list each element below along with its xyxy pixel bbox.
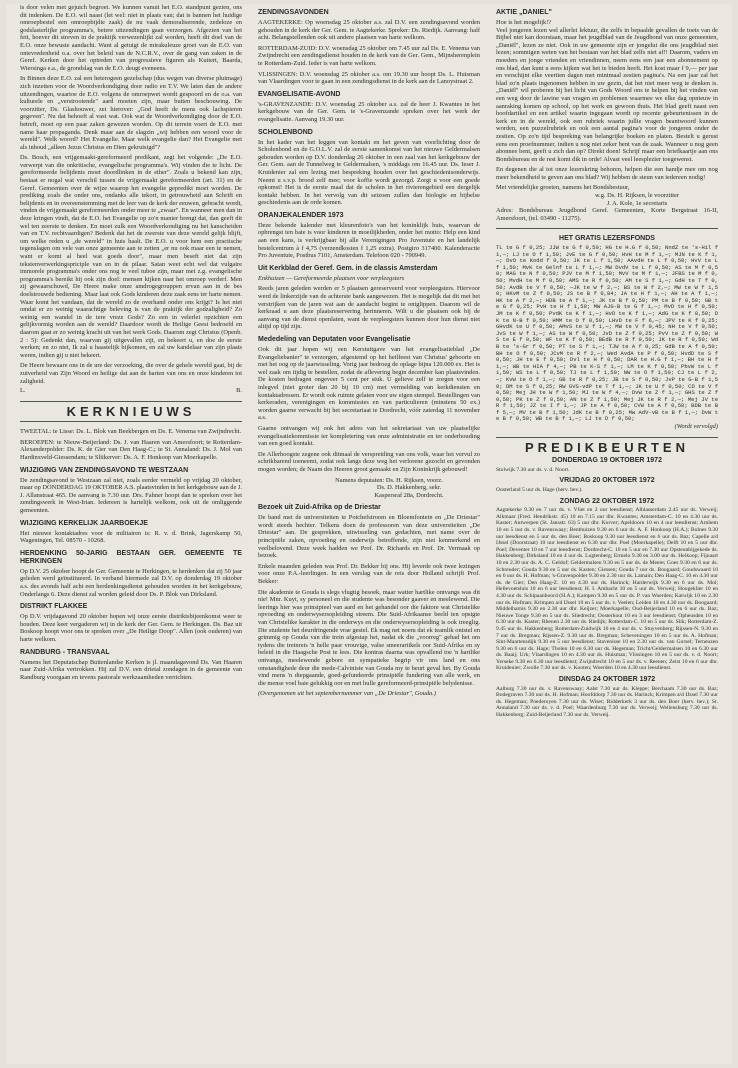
signature-line: Namens deputaten: Ds. H. Rijksen, voorz. — [335, 476, 443, 484]
news-item: ROTTERDAM-ZUID: D.V. woensdag 25 oktober om 7.45 uur zal Ds. E. Venema van Zwijndrecht een zendingsdienst houden in de kerk van de Ger. Gem., Mijnsherenplein te Rotterdam-Zuid. Ieder is van harte welkom. — [258, 44, 480, 67]
news-heading: ZENDINGSAVONDEN — [258, 9, 329, 16]
news-item: Deze bekende kalender met kleurenfoto's van het koninklijk huis, waarvan de opbrengst ten bate is voor kinderen in moeilijkheden, onder het motto: Help een kind aan een kans, is verkrijgbaar bij alle Verenigingen Pro Juventute en het landelijk bestelcentrum à f 4,75 (verzendkosten f 1,25 extra). Postgiro 317400. Kalenderactie Pro Juventute, Postbus 7101, Amsterdam. Telefoon 020 - 790949. — [258, 221, 480, 260]
news-item: 's-GRAVENZANDE: D.V. woensdag 25 oktober a.s. zal de heer J. Kwantes in het kerkgebouw van de Ger. Gem. te 's-Gravenzande spreken over het werk der evangelisatie. Aanvang 19.30 uur. — [258, 100, 480, 123]
news-item: Met vriendelijke groeten, namens het Bondsbestuur, — [496, 184, 630, 192]
news-heading: Bezoek uit Zuid-Afrika op de Driestar — [258, 504, 381, 512]
news-item: AAGTEKERKE: Op woensdag 25 oktober a.s. zal D.V. een zendingsavond worden gehouden in de kerk der Ger. Gem. te Aagtekerke. Spreker: Ds. Riedijk. Aanvang: half acht. Belangstellenden ook uit andere plaatsen van harte welkom. — [258, 19, 480, 42]
news-item: Gaarne ontvangen wij ook het adres van het sekretariaat van uw plaatselijke evangelisatiekommissie ter kompletering van onze administratie en ter onderhouding van een goed kontakt. — [258, 424, 480, 448]
divider — [20, 421, 242, 422]
column-1 — [20, 4, 242, 684]
fund-heading: HET GRATIS LEZERSFONDS — [559, 235, 655, 243]
news-heading: DISTRIKT FLAKKEE — [20, 603, 88, 611]
news-heading: SCHOLENBOND — [258, 128, 313, 136]
news-item: Hoe is het mogelijk!? — [496, 19, 552, 26]
section-heading-kerknieuws: KERKNIEUWS — [66, 403, 196, 419]
signature-right: B. — [236, 387, 242, 395]
continued-note: (Wordt vervolgd) — [674, 423, 718, 431]
news-item: Veel jongeren lezen wel allerlei lektuur, die zelfs in bepaalde gevallen de toets van de Bijbel niet kan doorstaan, maar het jeugdblad van de Jeugdbond van onze gemeenten, „Daniël", lezen ze niet. Ook in uw gemeente zijn er jongelui die ons jeugdblad niet lezen; sommigen weten van het bestaan van het blad zelfs niet af!! Daarom, vaders en moeders en jonge vrienden en vriendinnen, neem eens een jaar een abonnement op ons blad, dan kunt u eens kijken wat het te bieden heeft. Het kost maar f 9,— per jaar en verschijnt elke veertien dagen met minimaal zestien pagina's. Na een jaar zal het blad zo'n plaats ingenomen hebben in uw gezin, dat het niet meer weg te denken is. „Daniël" wil proberen bij het licht van Gods Woord ons te helpen bij het vinden van een weg door de lawine van vragen en problemen waarmee we elke dag opnieuw in aanraking komen op school, op het werk en gewoon thuis. Het blad geeft naast een hoofdartikel en een artikel waarin ingegaan wordt op recente gebeurtenissen in de kerk en in de wereld, ook een rubriek waarin jullie vragen beantwoord kunnen worden, een puzzelrubriek en ook een aantal pagina's voor de jongeren onder de zestien. Op zo'n tijd bespreking van belangrijke boeken en platen. Bestelt u gerust eens een proefnummer, indien u nog niet zeker bent van de zaak. Wanneer u nog geen abonnee bent, geeft u zich dan op? Direkt doen! Schrijf maar een briefkaartje aan ons Bondsbureau en de rest komt dik in orde! Alvast veel leesplezier toegewenst. — [496, 26, 718, 163]
schedule-item: Aalburg 7.30 uur ds. v. Ravenswaay; Aalst 7.30 uur ds. Kleppe; Berchaam 7.30 uur ds. Baz; Bodegraven 7.30 uur ds. H. Hofman; Hoofddorp 7.30 uur ds. Harinck; Krimpen a/d IJssel 7.30 uur ds. Hegeman; Poederoyen 7.30 uur ds. Wiser; Ridderkerk 3 uur ds. den Boer (herv. bev.); St. Annaland 7.30 uur ds. v. d. Poel; Waardenburg 7.30 uur ds. Verweij; Wellensburg 7.30 uur ds. Hakkenberg; Zuid-Beijerland 7.30 uur ds. Verweij. — [496, 685, 718, 719]
newspaper-page — [6, 4, 732, 1064]
article-paragraph: In Binnen deze E.O. zal een heterogeen gezelschap (dus wegen van diverse pluimage) zich inzetten voor de Woordverkondiging door radio en T.V. We laten dan de andere uitzendingen, waartoe de E.O. volgens de omroepwet wordt gespoord en de o.a. van kulturele en „verstrooiende" aard moeten zijn, maar buiten beschouwing. De voorzitter, Ds. Glashouwer, zei hierover: „God heeft de mens ook lachspieren gegeven". Nu dat behoeft al vast wat. Ook wat de Woordverkondiging door de E.O. betreft, moet op een paar zaken gewezen worden. Op dit terrein voert de E.O. met name haar propaganda. Denk maar aan de slagzin „wij hebben een woord voor de wereld". Welk woord? Het Evangelie. Maar welk evangelie dan? Het Evangelie met als inhoud „alleen Jezus Christus en Dien gekruisigd"? — [20, 75, 242, 151]
news-item: Namens het Deputatschap Buitenlandse Kerken is jl. maandagavond Ds. Van Haaren naar Zuid-Afrika vertrokken. Hij zal D.V. een drietal zondagen in de gemeente van Randburg voorgaan en tevens pastorale werkzaamheden verrichten. — [20, 658, 242, 681]
schedule-item: Stolwijk 7.30 uur ds. v. d. Noort. — [496, 466, 570, 473]
signature-left: L. — [20, 387, 26, 395]
news-subheading: Enkhuizen — Gereformeerde plaatsen voor verpleegsters — [258, 274, 405, 282]
news-item: En degenen die al tot onze lezerskring behoren, helpen die een handje mee om nog meer bekendheid te geven aan ons blad? Wij hebben de steun van iedereen nodig! — [496, 166, 718, 181]
news-heading: WIJZIGING VAN ZENDINGSAVOND TE WESTZAAN — [20, 466, 189, 474]
date-heading: DINSDAG 24 OKTOBER 1972 — [558, 676, 656, 684]
fund-list: TL te G f 0,25; JJW te G f 0,50; HG te H.G f 0,50; NndZ te 's-Hil f 1,—; LJ te O f 1,50; JvE te G f 0,50; HvH te M f 1,—; MJN te K f 1,—; DvO te Kodd f 0,50; JK te L f 1,50; AAvdH te L f 0,50; HvV te L f 1,50; MvK te Gelnf te L f 1,—; MW DvdV te L f 0,50; AS te M f 0,50; MAG te N f 0,50; PJV te M f 1,50; MvV te M f 1,—; JFBS te M f 0,50; MvdH te M f 0,50; AMS te R f 0,50; AM te S f 1,—; GdH te T f 0,50; AvdB te V f 0,50; —JK te W f 2,—; BS te W f 2,—; MW te W f 1,50; HKvM te Z f 0,50; JS te B f 0,84; JA te H f 1,—; AH te A f 1,—; HK te A f 2,—; HDB te A f 1,—; JK te B f 0,50; PM te B f 0,50; GB te G f 0,25; PvH te H f 1,50; MW AJG-B te G f 1,—; MvD te H f 0,50; JM te K f 0,50; PvdK te K f 1,—; HvD te K f 1,—; AdG te K f 0,50; DK te N-B f 0,50; HMM te O f 0,50; LHvD te F f 6,—; JPV te K f 0,25; GHvdK te U f 0,50; AMvS te U f 1,—; MW te V f 0,45; NH te V f 0,50; JvS te W f 1,—; AS te W f 0,50; JvD te Z f 0,25; PvV te Z f 0,50; WS te E f 0,50; WF te K f 0,50; BEdB te R f 0,50; JK te R f 0,50; WdB te 's-Gr f 0,50; PT te S f 1,—; TJW te A f 0,25; GdB te A f 0,50; BH te O f 0,50; JCvM te R f 2,—; Wed AvdA te P f 0,50; HvdD te S f 0,50; JH te E f 0,50; Dvl te H f 0,50; DAR te H.G f 1,—; BH te H f 1,—; WB te HIA f 4,—; PB te K-S f 1,—; LM te K f 0,50; PbvW te L f 1,50; WS te L f 0,50; TJ te L f 1,50; NW te O f 1,50; CJ te L f 2,—; KvW te O f 1,—; GB te R f 0,25; JB te S f 0,50; JvP te G-B f 1,50; DM te S f 0,25; RW GVS-vdP te T f 1,—; JK te U f 0,50; CD te V f 0,50; Mej JH te W f 1,50; MJ te W f 4,—; DvW te Z f 1,—; GHS te Z f 0,50; PK te Z f 0,50; AN te Z f 1,50; Mej JK te R f 2,—; Mej JV te R f 1,50; JZ te I f 1,—; JP te A f 0,50; CVW te A f 0,50; BDB te B f 5,—; MV te B f 1,50; JdK te B f 0,25; Mw AdV-vB te B f 1,—; DvW te B f 0,50; WB te B f 1,—; LJ te D f 0,50; — [496, 244, 718, 423]
news-item: Het nieuwe kontaktadres voor de militairen is: R. v. d. Brink, Jagerskamp 50, Wageningen, Tel. 08570 - 10268. — [20, 529, 242, 545]
news-heading: HERDENKING 50-JARIG BESTAAN GER. GEMEENTE TE HERKINGEN — [20, 549, 242, 565]
news-heading: Uit Kerkblad der Geref. Gem. in de classis Amsterdam — [258, 264, 438, 272]
news-heading: ORANJEKALENDER 1973 — [258, 211, 344, 219]
article-paragraph: is door velen met gejuich begroet. We kunnen vanuit het E.O. standpunt gezien, ons dit indenken. De E.O. wil naast (let wel: niet in plaats van; dat is bannen het huidige omroepbestel een omroepbijdie zaak) de nu vaak demoraliserende, zedeloze en godslasterlijke programma's, betere uitzendingen gaan verzorgen. Afgezien van het feit, hoever dit streven in de praktijk verwezenlijkt zal worden, heeft dit doel van de E.O. onze bewuste aandacht. Want al getuigt de mirakuleuze groei van de E.O. van ontevredenheid o.a. over het beleid van de N.C.R.V., over de gang van zaken in de Geref. Kerken door het optreden van progressieve figuren als Kuitert, Baarda, Wiersinga e.a., de grondslag van de E.O. deugt eveneens. — [20, 4, 242, 72]
news-item: Ook dit jaar hopen wij een Kerstuitgave van het evangelisatieblad „De Evangeliebanier" te verzorgen, afgestemd op het heilfeest van Christus' geboorte en met het oog op de jaarwisseling. Vorig jaar bedroeg de oplage bijna 120.000 ex. Het is wel zaak om tijdig te bestellen, zodat de aflevering begin december kan plaatsvinden. De kosten bedragen ongeveer 5 cent per stuk. U gelieve zelf te zorgen voor een inlegvel (niet groter dan 20 bij 10 cm) met vermelding van kerkdiensten en kontaktadressen. Er wordt ook ruimte gelaten voor uw eigen stempel. Bestellingen van kerkeraden, verenigingen en kommissies en van particulieren (minstens 50 ex.) worden gaarne verwacht bij het secretariaat te Dordrecht, vóór zaterdag 11 november a.s. — [258, 346, 480, 422]
address: Adres: Bondsbureau Jeugdbond Geref. Gemeenten, Korte Bergstraat 16-II, Amersfoort, (tel. 03490 - 11275). — [496, 207, 718, 222]
news-item: Die akademie te Gouda is slegs vlugtig besoek, maar watter hartlike ontvangs was dit nie! Mnr. Kuyt, sy personeel en die studente was besonder gaaver en meelewend. Die leerings hier was prinsipieel van aard en het gehandel oor die faktore wat Christelike opvoeding en onderwysersopleiding streem. Die Suid-Afrikaanse beeld ten opsigte van Christelike karakter in die onderwys en die onderwysersopleiding is ook treeglig. Die studente het deurdringende vrae gestel. Ek mag net noem dat ek teamlik ontstel en grimmig op Gouda van die trein afgestap het, nadat ek die „voorreg" gehad het om tydens die treinreis 'n helle paar vrouvige, valse smeerartikels oor Suid-Afrika en sy beleid in die Haagsche Post te lees. Die kontras daarna was opvallend toe 'n hartlike ontvangs, meelewende gebore en sympatieke begrip vir ons land en ons omstandighede deur die mede-Calviniste van Gouda my te beurt geval het. By Gouda vind mens 'n diepgaande, goed-gefundeerde prinsipiële fundering van alle werk, en die mense voel baie gelukkig oor en met hulle gereformeerd-prinsipiële belydenisse. — [258, 588, 480, 687]
section-heading-predikbeurten: PREDIKBEURTEN — [525, 439, 689, 455]
news-heading: EVANGELISATIE-AVOND — [258, 90, 341, 98]
signature-line: Kaspersraf 28a, Dordrecht. — [374, 491, 444, 499]
divider — [496, 228, 718, 229]
news-item: BEROEPEN: te Nieuw-Beijerland: Ds. J. van Haaren van Amersfoort; te Rotterdam-Alexanderpolder: Ds. K. de Gier van Den Haag-C.; te St. Annaland: Ds. J. Mol van Hardinxveld-Giessendam; te Sliikerver: Ds. A. F. Honkoop van Moerkapelle. — [20, 438, 242, 462]
news-heading: WIJZIGING KERKELIJK JAARBOEKJE — [20, 519, 148, 527]
news-item: De Allerhoogste zegene ook ditmaal de verspreiding van ons volk, waar het vervul zo schrikbarend toeneemt, zodat ook langs deze weg het verlorene gezocht en gevonden mogen worden; de Naam des Heeren groot gemaakt en Zijn Koninkrijk gebouwd! — [258, 450, 480, 473]
schedule-item: Aagtekerke 9.30 en 7 uur ds. v. Vliet en 2 uur leesdienst; Alblasserdam 2.45 uur ds. Verweij; Alkmaar (Fred. Hendrikstr. 45) 10 en 7.15 uur dhr. Kwantes; Amsterdam-C. 10 en 4.30 uur ds. Kaster; Antwerpen (St. Jansstr. 63) 5 uur dhr. Korver; Apeldoorn 10 en 4 uur leesdienst; Arnhem 10 en 5 uur ds. v. Ravenswaay; Benthuizen 9.30 en 6 uur ds. A. F. Honkoop (H.A.); Bolnes 9.30 uur leesdienst en 5 uur ds. den Boer; Boskoop 9.30 uur leesdienst en 6 uur ds. Baz; Capelle a/d IJssel (Doorstraat) 10 uur leesdienst en 6.30 uur dhr. Poel (Moerkapelle); Delft 10 en 5 uur dhr. Poel; Deventer 10 en 7 uur leesdienst; Dordrecht-C. 10 en 5 uur en 7.30 uur Opsteunbijgekede ds. Hakkenberg; Dirksland 10 en 4 uur ds. Lugtenberg; Ermelo 9.30 en 3.00 uur ds. Heikoop; Fijnaart 10 en 2.30 uur ds. A. C. Geldof; Geldermalsen 9.30 en 5 uur ds. de Meere; Goes 9.30 en 6 uur ds. Schreuder; Gouda 9.30 en 5 uur ds. Kasten; Giessen; Gouda 7 uur ds. Boogaard; Goudswaard 10 en 6 uur ds. H. Hofman; 's-Gravenpolder 9.30 en 2.30 uur ds. Lamain; Den Haag-C. 10 en 4.30 uur ds. de Gier; Den Haag-Z. 10 en 4.30 uur ds. Harinck; Harderwijk 9.30 en 6 uur ds. Mol; Hellevoetsluis 10 en 6 uur leesdienst; H. I. Ambacht 10 en 5 uur ds. Verweij; Hoogeklier 10 en 4.30 uur ds. Schipaanboord (H.A.); Kampen 9.30 en 5 uur ds. P. van Woerden; Katwijk 10 en 2.30 uur ds. Hofman; Krimpen a/d IJssel 10 en 5 uur ds. v. Veelen; Leiden 10 en 4.30 uur ds. Boogaard; Middelharnis 9.30 en 2.30 uur dhr. Keijzer; Moerkapelle; Oud-Beijerland 10 en 6 uur ds. Baz; Nieuwe Tonge 9.30 en 5 uur ds. Sliedrecht; Oosterhout 10 en 3 uur leesdienst; Opheusden 10 en 6.30 uur ds. Kaster; Rhenen 2.30 uur ds. Riedijk; Rotterdam-C. 10 en 5 uur ds. Slik; Rotterdam-Z. 9.45 uur ds. Hakkenberg; Rotterdam-Zuidwijk 10 en 4 uur ds. v. Stuyvenberg; Rijssen-N. 9.30 en 7 uur ds. Bregman; Rijssen-Z. 9.30 uur ds. Bregman; Scheveningen 10 en 5 uur ds. A. Hofman; Sint-Maartensdijk 9.30 en 5 uur leesdienst; Stavenisse 10 en 2.30 uur ds. van Gorsel; Terneuzen 9.30 en 6 uur ds. Hage; Tholen 10 en 6.30 uur ds. Hegeman; Tricht/Geldermalsen 10 en 6.30 uur ds. Baaij; Urk; Vlaardingen 10 en 4.30 uur ds. Huisman; Vlissingen 10 en 5 uur ds. v. d. Noort; Yerseke 9.30 en 6.30 uur leesdienst; Zwijndrecht 10 en 5 uur ds. v. Reenen; Zeist 10 en 6 uur dhr. Kruidenier; Zwolle 7.30 uur ds. v. Kooten; Woerden 10 en 4.30 uur leesdienst. — [496, 507, 718, 672]
schedule-item: Oosterland 5 uur ds. Hage (herv. bev.). — [496, 487, 583, 494]
divider — [20, 401, 242, 402]
date-heading: ZONDAG 22 OKTOBER 1972 — [559, 497, 655, 505]
column-2 — [258, 4, 480, 701]
divider — [496, 437, 718, 438]
news-heading: RANDBURG - TRANSVAAL — [20, 648, 110, 656]
news-item: Op D.V. vrijdagavond 20 oktober hopen wij onze eerste distriktsbijeenkomst weer te houden. Deze keer vergaderen wij in de kerk der Ger. Gem. te Herkingen. Ds. Baz uit Boskoop hoopt voor ons te spreken over „De Heilige Doop". Allen (ook ouderen) van harte welkom. — [20, 613, 242, 643]
news-item: De band met de universiteiten te Potchefstroom en Bloemfontein en „De Driestar" wordt steeds hechter. Telkens doen de professoren van deze universiteiten „De Driestar" aan. De gesprekken, uitwisseling van gedachten, met name over de principiële zaken, opvoeding en onderwijs betreffende, zijn niet kenmerkend en veelbelovend. Deze week hadden we Prof. Dr. Richards en Prof. Dr. Vermaak op bezoek. — [258, 514, 480, 560]
signature-line: w.g. Ds. H. Rijksen, le voorzitter — [594, 192, 680, 200]
news-item: TWEETAL: te Lisse: Ds. L. Blok van Beekbergen en Ds. E. Venema van Zwijndrecht. — [20, 428, 242, 436]
source-note: (Overgenomen uit het septembernummer van „De Driestar", Gouda.) — [258, 690, 436, 698]
date-heading: DONDERDAG 19 OKTOBER 1972 — [552, 457, 662, 465]
news-heading: Mededeling van Deputaten voor Evangelisatie — [258, 336, 411, 343]
news-item: De zendingsavond te Westzaan zal niet, zoals eerder vermeld op vrijdag 20 oktober, maar op DONDERDAG 19 OKTOBER A.S. plaatsvinden in het kerkgebouw aan de J. J. Allanstraat 465. De aanvang is 7.30 uur. Drs. Fahner hoopt dan te spreken over het zendingswerk in West-Irian. Iedereen is hartelijk welkom, ook uit de omliggende gemeenten. — [20, 476, 242, 515]
article-paragraph: Ds. Bosch, een vrijgemaakt-gereformeerd predikant, zegt het volgende: „De E.O. verwerpt van die onkritische, evangelische programma's. Wij vinden die te licht. De gereformeerde belijdenis moet doordlinken in de ether". Zoals u bekend kan zijn, bestaat er nogal wat verschil tussen de vrijgemaakt gereformeerden (art. 31) en de Geref. Gemeenten over de wijze waarop het evangelie gepredikt moet worden. De prediking zoals die onder ons, ondanks alle tekort, in getrouwheid aan Schrift en belijdenis en in overeenstemming met de leer van de kerk der eeuwen, gebracht wordt, vinden de vrijgemaakt gereformeerden onder meer te „zwaar". En wanneer men dan in deze kringen vindt, dat de E.O. het Evangelie op zo'n manier brengt dat, dan geeft dit wel ten zeerste te denken. En moet zulk een Woordverkondiging nu het kanscheiden van en T.V. rechtvaardigen? Bedenk dat het de zwerste van deze wereld gelijk blijft, om welke reden u „de wereld" in huis haalt. De E.O. u voor hem een practische tegenslagen om vele van onze gemeente aan te zetten „er nu ook maar een te nemen, want er komt al heel wat goeds door", maar men beseft niet dat zijn tekstenverwerkingspriciple van en in de pilaar. Satan weet echt wel dat vulgaire immorele programma's onder ons nog te veel tuboe zijn, maar met z.g. evangelische programma's bereikt hij ook zijn doel: mensen kijken naar het omroep verderf. Men zij gewaarschuwd, De Heere make onze amdrogegrouppen ervan aan in de bes doelstrouwde bediening. Maar laat ook Gods kinderen deze zaak eens ter harte nemen. Waar komt het vandaan, dat de wereld zo de overhand onder ons krijgt? Is het niet omdat er zo weinig waarachtige beleving is van de praktijk der godzaligheid? Zo weinig een wandel in de tere vreze Gods? Zo een in velerlei opzichten een gelijkvormig worden aan de wereld? Daardoor wordt de Heilige Geest bedroefd en daarom gaat er zo weinig kracht uit van het werk Gods. Daarom zegt Christus (Openb. 2 : 5): Gedenkt dan, waarvan gij uitgevallen zijt, en bekeert u, en doe de eerste werken; en zo niet, Ik zal u haastelijk bijkomen, en zal uw kandelaar van zijn plaats weren, indien gij u niet bekeert. — [20, 154, 242, 359]
column-3 — [496, 4, 718, 722]
news-heading: AKTIE „DANIEL" — [496, 9, 552, 16]
news-item: Op D.V. 25 oktober hoopt de Ger. Gemeente te Herkingen, te herdenken dat zij 50 jaar geleden werd geïnstitueerd. In verband hiermede zal D.V. op donderdag 19 oktober a.s. des avonds half acht een herdenkingsdienst gehouden worden in het kerkgebouw, Onderlangs 6. Deze dienst zal worden geleid door Ds. P. Blok van Dirksland. — [20, 567, 242, 598]
signature-line: J. A. Kole, 1e secretaris — [606, 199, 668, 207]
news-item: VLISSINGEN: D.V. woensdag 25 oktober a.s. om 19.30 uur hoopt Ds. L. Huisman van Vlaardingen voor te gaan in een zendingsdienst in de kerk aan de Lanoystraat 2. — [258, 70, 480, 86]
article-signature — [20, 387, 242, 395]
date-heading: VRIJDAG 20 OKTOBER 1972 — [559, 477, 655, 485]
news-item: Reeds jaren geleden werden er 5 plaatsen gereserveerd voor verpleegsters. Hiervoor werd de linkerzijde van de achterste bank aangewezen. Het is mogelijk dat dit met het verstrijken van de jaren wat aan de aandacht begint te ontglippen. Daarom wil de kerkraad u aan deze plaatsreservering herinneren. Wilt u die plaatsen ook bij de aanvang van de dienst openlaten, want de verpleegsters kunnen door hun dienst niet altijd op tijd zijn. — [258, 285, 480, 331]
signature-line: Ds. D. Hakkenberg, sekr. — [376, 484, 442, 492]
news-item: Enkele maanden geleden was Prof. Dr. Bekker bij ons. Hij leverde ook twee lezingen voor onze P.A.-leerlingen. In een verslag van de reis door Holland schrijft Prof. Bekker: — [258, 562, 480, 586]
news-item: In het kader van het leggen van kontakt en het geven van voorlichting door de Scholenbond en de G.O.L.V. zal de eerste samenkomst van het nieuwe Geldermalsen gehouden worden op D.V. donderdag 26 oktober in een zaal van het kerkgebouw der Ger. Gem. aan de Tunnelweg te Geldermalsen, 's middags om 16.45 uur. Ds. Ieser J. Kruidenier zal een lezing met bespreking houden over het geschiedenisonderwijs. Neemt u s.v.p. brood zelf mee; voor koffie wordt gezorgd. Zorgt u voor een goede opkomst! Het is de eerste maal dat de scholen in het rivierengebied een dergelijk kontakt hebben. In het vervolg van dit seizoen zullen dan biologie en bijbelse geschiedenis aan de orde komen. — [258, 138, 480, 207]
article-paragraph: De Heere bewaare ons in de ure der verzoeking, die over de gehele wereld gaat, bij de zuiverheid van Zijn Woord en heilige dat aan de harten van ons en onze kinderen tot zaligheid. — [20, 362, 242, 385]
